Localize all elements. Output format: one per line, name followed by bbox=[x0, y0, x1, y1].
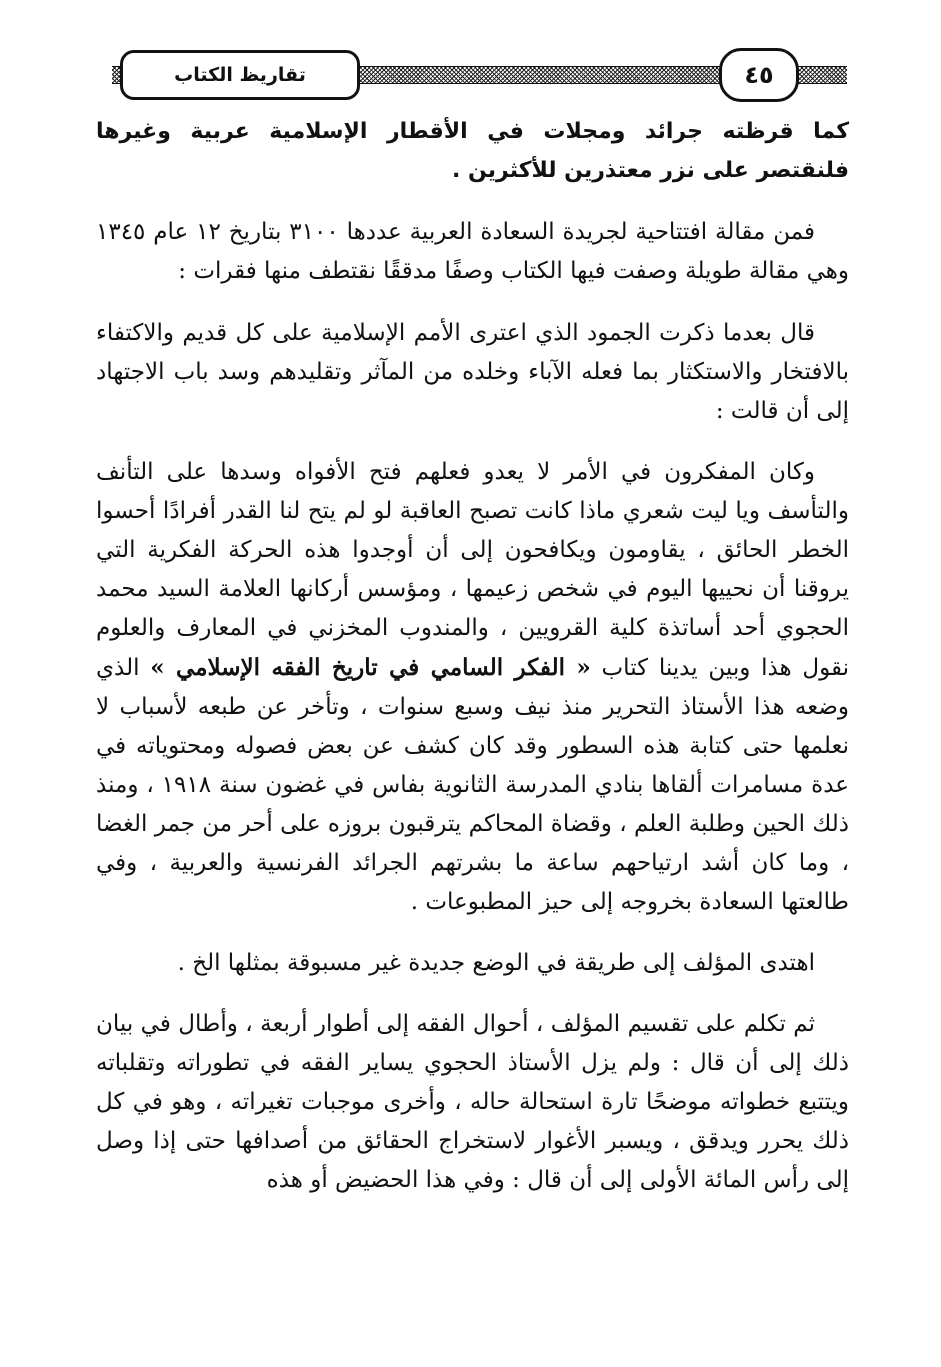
paragraph-4 bbox=[96, 453, 849, 922]
paragraph-4-text-a: وكان المفكرون في الأمر لا يعدو فعلهم فتح الأفواه وسدها على التأنف والتأسف ويا ليت شعري ماذا كانت تصبح العاقبة لو لم يتح لنا القدر أفرادًا أحسوا الخطر الحائق ، يقاومون ويكافحون إلى أن أوجدوا هذه الحركة الفكرية التي يروقنا أن نحييها اليوم في شخص زعيمها ، ومؤسس أركانها العلامة السيد محمد الحجوي أحد أساتذة كلية القرويين ، والمندوب المخزني في المعارف والعلوم نقول هذا وبين يدينا كتاب bbox=[96, 459, 850, 681]
paragraph-3: قال بعدما ذكرت الجمود الذي اعترى الأمم الإسلامية على كل قديم والاكتفاء بالافتخار والاستكثار بما فعله الآباء وخلده من المآثر وتقليدهم وسد باب الاجتهاد إلى أن قالت : bbox=[96, 320, 849, 424]
page-number: ٤٥ bbox=[719, 48, 799, 102]
paragraph-2: فمن مقالة افتتاحية لجريدة السعادة العربية عددها ٣١٠٠ بتاريخ ١٢ عام ١٣٤٥ وهي مقالة طويلة وصفت فيها الكتاب وصفًا مدققًا نقتطف منها فقرات : bbox=[96, 219, 849, 284]
paragraph-1: كما قرظته جرائد ومجلات في الأقطار الإسلامية عربية وغيرها فلنقتصر على نزر معتذرين للأكثرين . bbox=[96, 119, 849, 183]
paragraph-6: ثم تكلم على تقسيم المؤلف ، أحوال الفقه إلى أطوار أربعة ، وأطال في بيان ذلك إلى أن قال : ولم يزل الأستاذ الحجوي يساير الفقه في تطوراته وتقلباته ويتتبع خطواته موضحًا تارة استحالة حاله ، وأخرى موجبات تغيراته ، وهو في كل ذلك يحرر ويدقق ، ويسبر الأغوار لاستخراج الحقائق من أصدافها حتى إذا وصل إلى رأس المائة الأولى إلى أن قال : وفي هذا الحضيض أو هذه bbox=[96, 1011, 849, 1193]
book-title: « الفكر السامي في تاريخ الفقه الإسلامي » bbox=[150, 654, 591, 681]
page-header bbox=[112, 46, 847, 102]
paragraph-4-text-b: الذي وضعه هذا الأستاذ التحرير منذ نيف وسبع سنوات ، وتأخر عن طبعه لأسباب لا نعلمها حتى كتابة هذه السطور وقد كان كشف عن بعض فصوله ومحتوياته في عدة مسامرات ألقاها بنادي المدرسة الثانوية بفاس في غضون سنة ١٩١٨ ، ومنذ ذلك الحين وطلبة العلم ، وقضاة المحاكم يترقبون بروزه على أحر من جمر الغضا ، وما كان أشد ارتياحهم ساعة ما بشرتهم الجرائد الفرنسية والعربية ، وفي طالعتها السعادة بخروجه إلى حيز المطبوعات . bbox=[96, 655, 849, 915]
page-body bbox=[96, 112, 849, 1200]
paragraph-5: اهتدى المؤلف إلى طريقة في الوضع جديدة غير مسبوقة بمثلها الخ . bbox=[177, 950, 815, 976]
running-title: تقاريظ الكتاب bbox=[120, 50, 360, 100]
